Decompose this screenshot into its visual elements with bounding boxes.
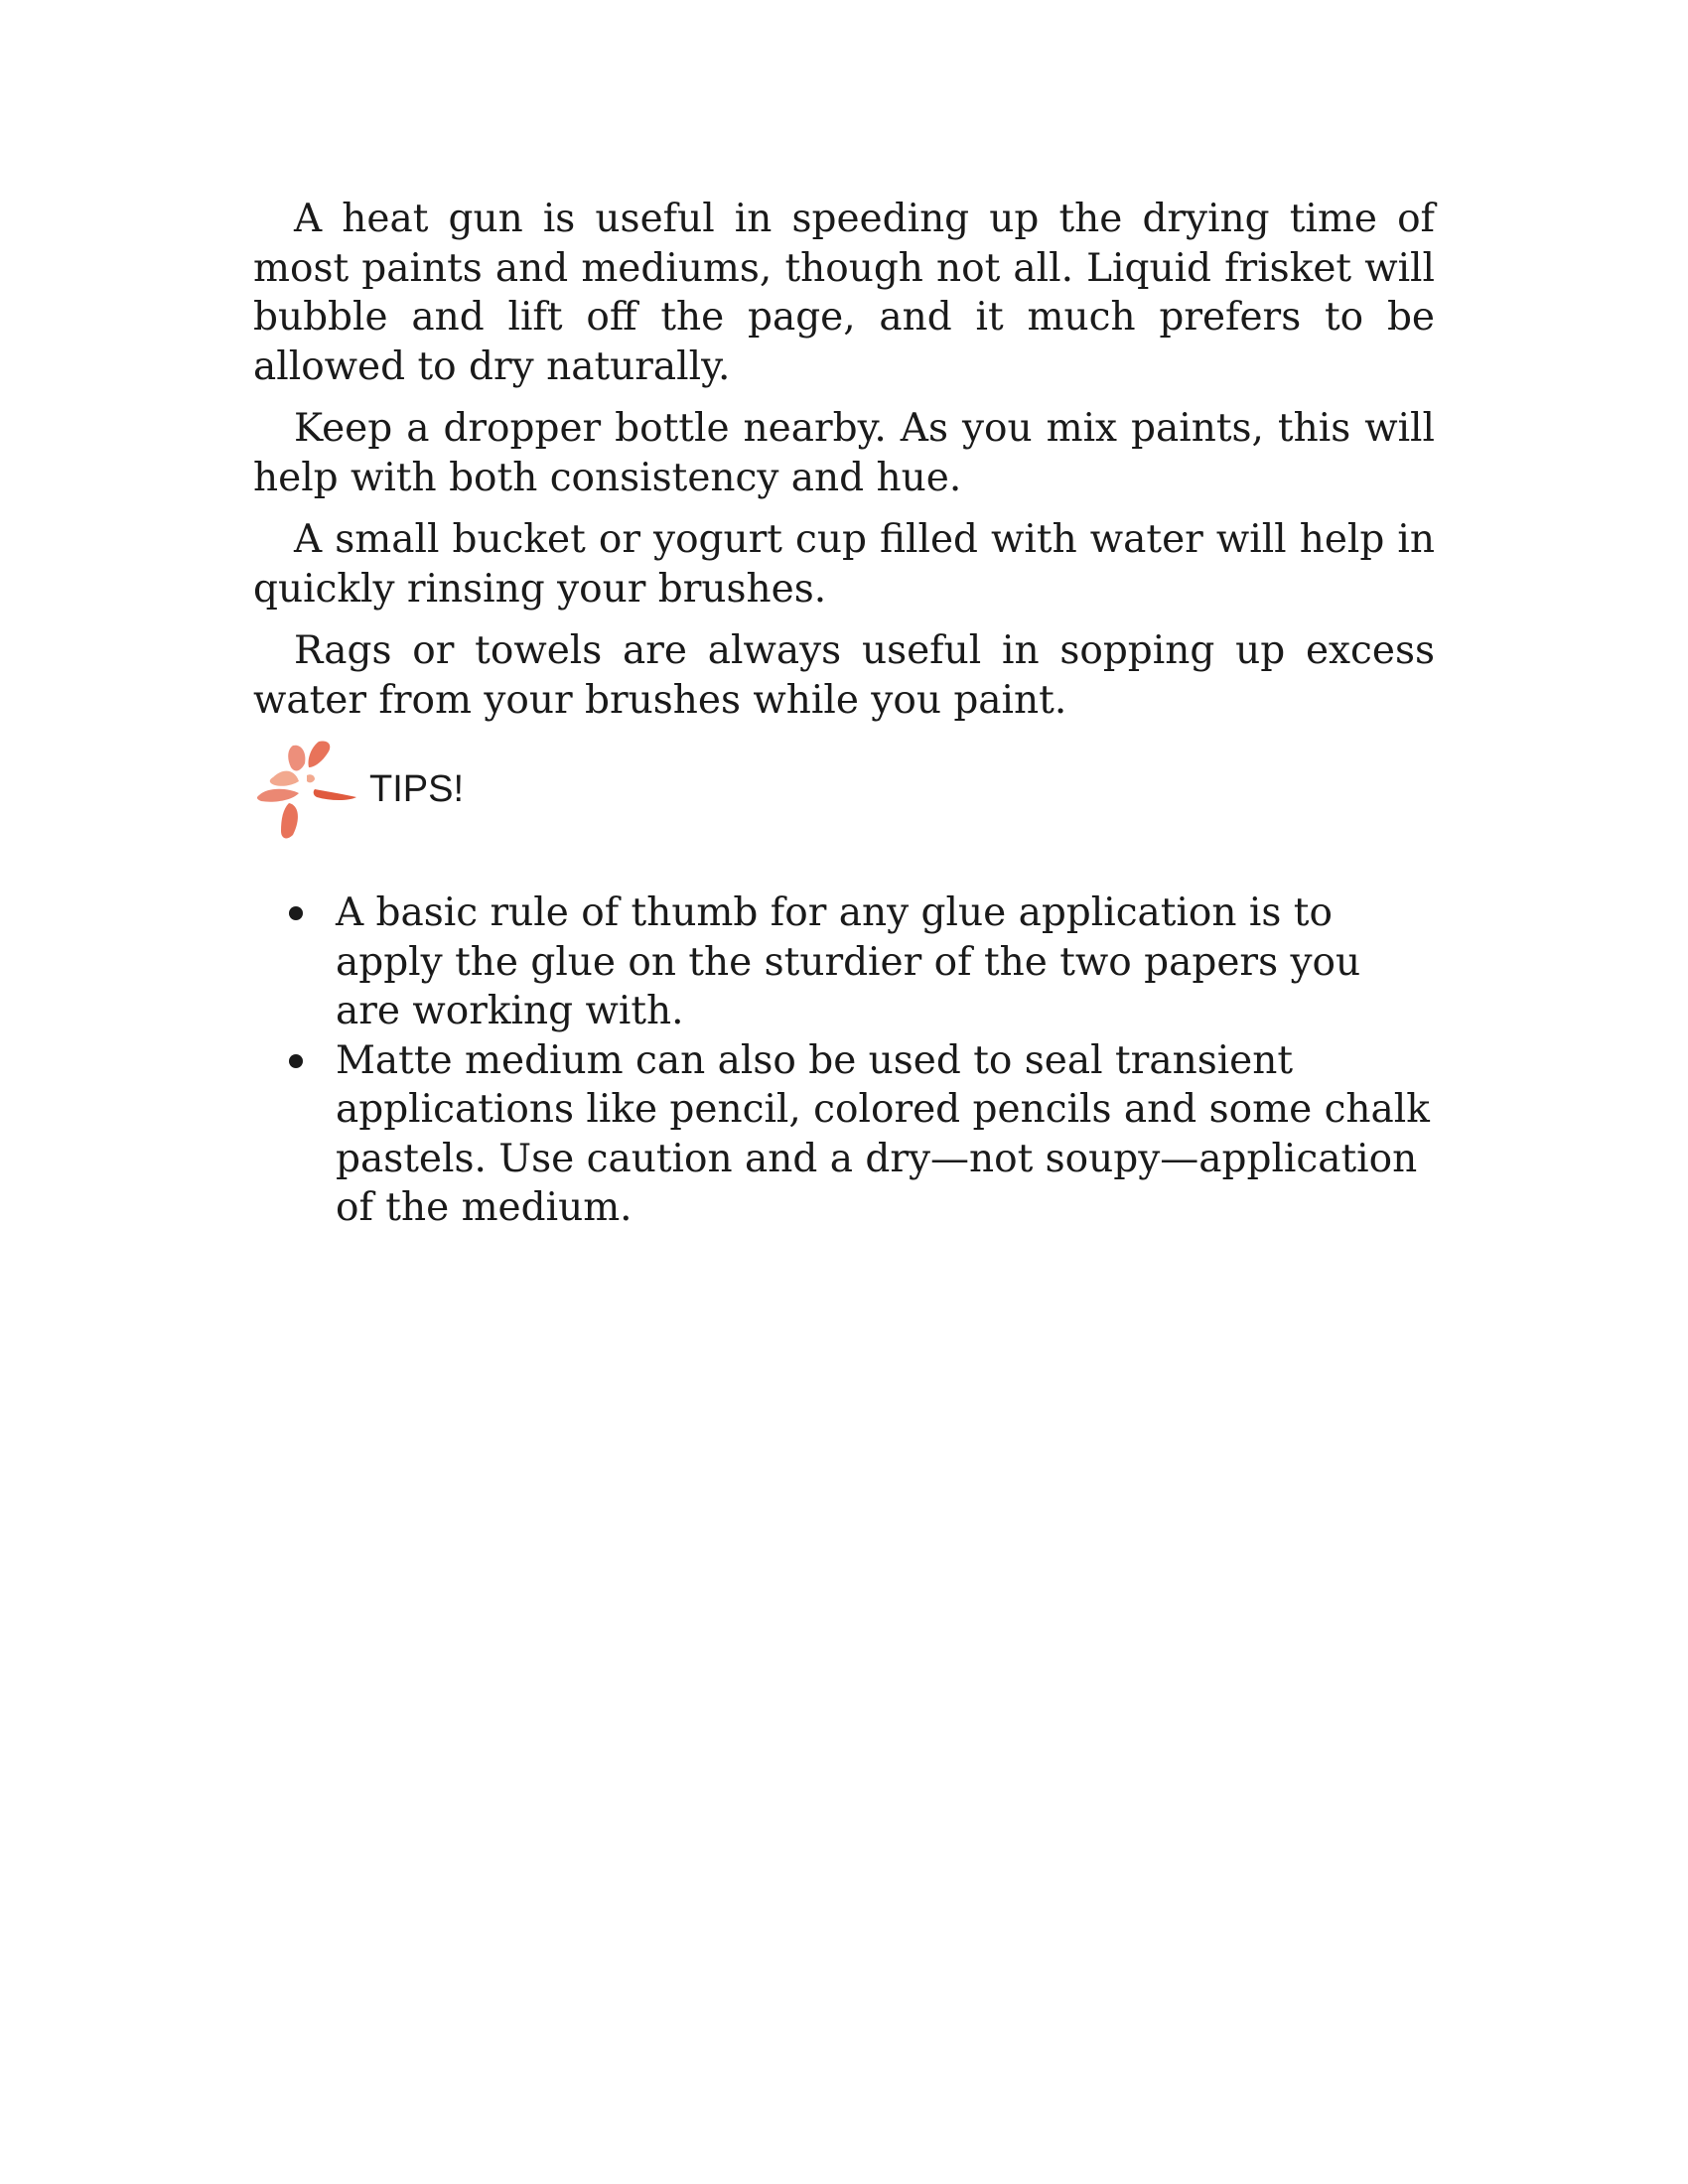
tip-text: Matte medium can also be used to seal transient applications like pencil, colored pencils and some chalk pastels. Use caution and a dry—not soupy—application of the medium. [336,1037,1430,1230]
list-item [253,1036,1435,1233]
paragraph-bucket: A small bucket or yogurt cup filled with water will help in quickly rinsing your brushes. [253,517,1435,612]
document-page [253,195,1435,1233]
tips-heading [253,738,1435,849]
bullet-icon [289,906,303,920]
tip-text: A basic rule of thumb for any glue application is to apply the glue on the sturdier of the two papers you are working with. [336,890,1361,1033]
tips-list [253,888,1435,1233]
list-item [253,888,1435,1036]
paragraph-rags: Rags or towels are always useful in sopping up excess water from your brushes while you paint. [253,628,1435,723]
tips-label: TIPS! [369,768,465,810]
bullet-icon [289,1054,303,1068]
paragraph-heat-gun: A heat gun is useful in speeding up the drying time of most paints and mediums, though not all. Liquid frisket will bubble and lift off the page, and it much prefers to be allowed to dry naturally. [253,197,1435,389]
paint-splash-icon [253,738,364,849]
paragraph-dropper-bottle: Keep a dropper bottle nearby. As you mix paints, this will help with both consistency and hue. [253,406,1435,500]
